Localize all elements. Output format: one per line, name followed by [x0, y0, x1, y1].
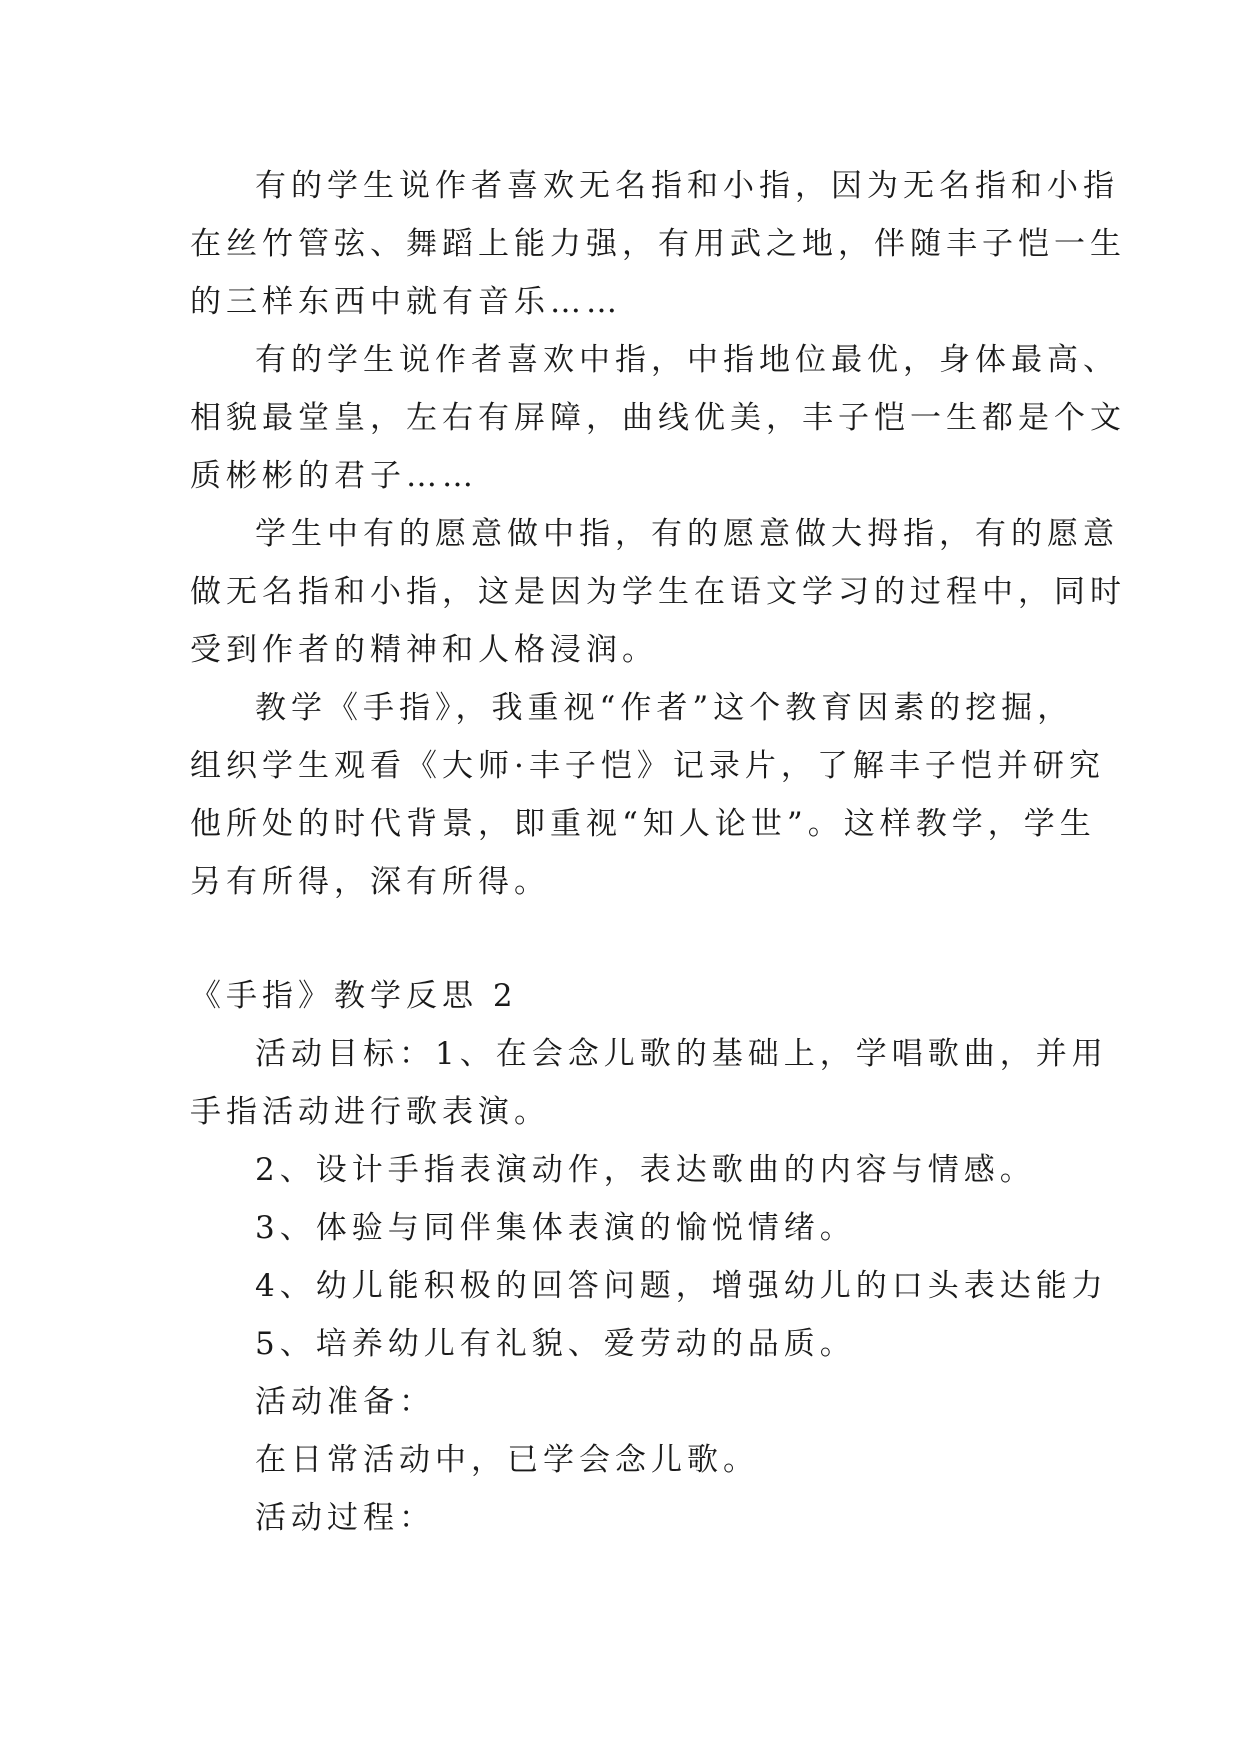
paragraph-line: 在丝竹管弦、舞蹈上能力强，有用武之地，伴随丰子恺一生	[190, 226, 1126, 262]
paragraph-line: 教学《手指》，我重视“作者”这个教育因素的挖掘，	[255, 690, 1074, 726]
goal-line: 手指活动进行歌表演。	[190, 1094, 550, 1130]
paragraph-line: 组织学生观看《大师·丰子恺》记录片，了解丰子恺并研究	[190, 748, 1105, 784]
goal-line: 5、培养幼儿有礼貌、爱劳动的品质。	[255, 1326, 856, 1362]
section-title: 《手指》教学反思 2	[190, 978, 518, 1014]
paragraph-line: 有的学生说作者喜欢中指，中指地位最优，身体最高、	[255, 342, 1119, 378]
preparation-text: 在日常活动中，已学会念儿歌。	[255, 1442, 759, 1478]
paragraph-line: 质彬彬的君子……	[190, 458, 478, 494]
paragraph-line: 相貌最堂皇，左右有屏障，曲线优美，丰子恺一生都是个文	[190, 400, 1126, 436]
process-label: 活动过程：	[255, 1500, 435, 1536]
goal-line: 4、幼儿能积极的回答问题，增强幼儿的口头表达能力	[255, 1268, 1108, 1304]
paragraph-line: 学生中有的愿意做中指，有的愿意做大拇指，有的愿意	[255, 516, 1119, 552]
preparation-label: 活动准备：	[255, 1384, 435, 1420]
paragraph-line: 受到作者的精神和人格浸润。	[190, 632, 658, 668]
paragraph-line: 有的学生说作者喜欢无名指和小指，因为无名指和小指	[255, 168, 1119, 204]
goal-line: 2、设计手指表演动作，表达歌曲的内容与情感。	[255, 1152, 1036, 1188]
paragraph-line: 做无名指和小指，这是因为学生在语文学习的过程中，同时	[190, 574, 1126, 610]
goal-line: 活动目标：1、在会念儿歌的基础上，学唱歌曲，并用	[255, 1036, 1108, 1072]
paragraph-line: 的三样东西中就有音乐……	[190, 284, 622, 320]
paragraph-line: 他所处的时代背景，即重视“知人论世”。这样教学，学生	[190, 806, 1096, 842]
goal-line: 3、体验与同伴集体表演的愉悦情绪。	[255, 1210, 856, 1246]
paragraph-line: 另有所得，深有所得。	[190, 864, 550, 900]
